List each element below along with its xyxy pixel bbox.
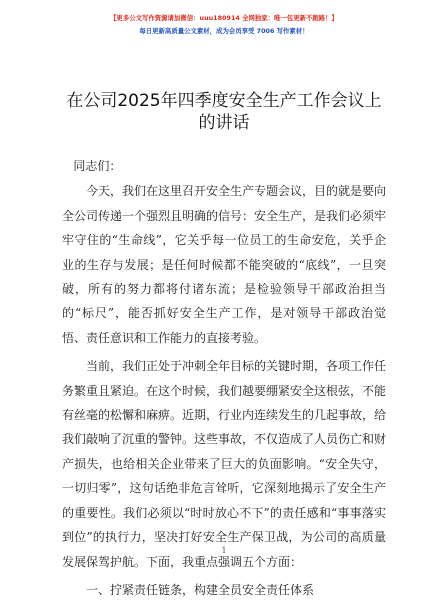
page-number: 1: [221, 546, 227, 555]
section-heading-1: 一、拧紧责任链条，构建全员安全责任体系: [86, 582, 315, 597]
paragraph-current-situation: 当前，我们正处于冲刺全年目标的关键时期，各项工作任务繁重且紧迫。在这个时候，我们越要绷紧安全这根弦，不能有丝毫的松懈和麻痹。近期，行业内连续发生的几起事故，给我们敲响了沉重的警钟。这些事故，不仅造成了人员伤亡和财产损失，也给相关企业带来了巨大的负面影响。“安全失守，一切归零”，这句话绝非危言耸听，它深刻地揭示了安全生产的重要性。我们必须以“时时放心不下”的责任感和“事事落实到位”的执行力，坚决打好安全生产保卫战，为公司的高质量发展保驾护航。下面，我重点强调五个方面：: [62, 359, 387, 569]
paragraph-opening: 今天，我们在这里召开安全生产专题会议，目的就是要向全公司传递一个强烈且明确的信号：安全生产，是我们必须牢牢守住的“生命线”，它关乎每一位员工的生命安危，关乎企业的生存与发展；是任何时候都不能突破的“底线”，一旦突破，所有的努力都将付诸东流；是检验领导干部政治担当的“标尺”，能否抓好安全生产工作，是对领导干部政治觉悟、责任意识和工作能力的直接考验。: [62, 184, 387, 345]
document-title: 在公司2025年四季度安全生产工作会议上的讲话: [66, 91, 382, 133]
promo-banner-line-2: 每日更新高质量公文素材，成为会员享受 7006 写作素材！: [139, 27, 309, 35]
promo-banner-line-1: 【更多公文写作资源请加微信：uuu180914 全网独家：唯一包更新不跑路！】: [110, 14, 338, 22]
salutation: 同志们：: [73, 159, 122, 173]
promo-banner: [0, 14, 448, 36]
document-body: [62, 154, 386, 602]
